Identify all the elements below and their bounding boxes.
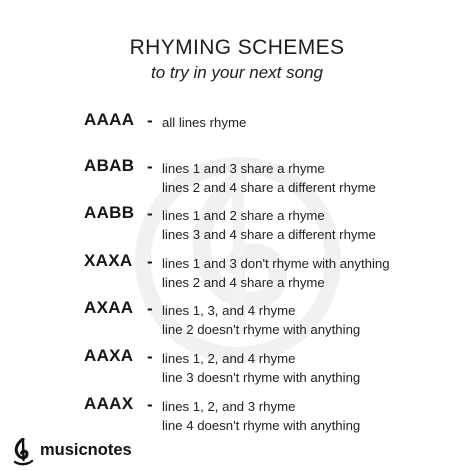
- scheme-code: AAXA: [84, 346, 134, 365]
- scheme-description-line: lines 3 and 4 share a different rhyme: [162, 227, 376, 242]
- scheme-item: [84, 203, 454, 243]
- scheme-description: [162, 301, 360, 339]
- scheme-description: [162, 206, 376, 244]
- scheme-item: [84, 110, 454, 150]
- scheme-code: AABB: [84, 203, 135, 222]
- scheme-dash: -: [147, 204, 153, 223]
- scheme-code: XAXA: [84, 251, 133, 270]
- scheme-item: [84, 298, 454, 338]
- scheme-dash: -: [147, 395, 153, 414]
- scheme-dash: -: [147, 299, 153, 318]
- scheme-description-line: lines 1, 2, and 4 rhyme: [162, 351, 296, 366]
- scheme-dash: -: [147, 111, 153, 130]
- scheme-code: ABAB: [84, 156, 135, 175]
- scheme-description-line: lines 1, 3, and 4 rhyme: [162, 303, 296, 318]
- scheme-description-line: lines 1 and 3 don't rhyme with anything: [162, 256, 390, 271]
- scheme-dash: -: [147, 347, 153, 366]
- scheme-code: AAAA: [84, 110, 135, 129]
- scheme-description: [162, 349, 360, 387]
- scheme-description-line: lines 2 and 4 share a rhyme: [162, 275, 325, 290]
- scheme-description: [162, 397, 360, 435]
- scheme-description: [162, 254, 390, 292]
- scheme-item: [84, 346, 454, 386]
- scheme-description-line: lines 1 and 3 share a rhyme: [162, 161, 325, 176]
- scheme-dash: -: [147, 157, 153, 176]
- scheme-description-line: line 4 doesn't rhyme with anything: [162, 418, 361, 433]
- page-title: RHYMING SCHEMES: [129, 36, 345, 59]
- scheme-item: [84, 156, 454, 196]
- scheme-item: [84, 251, 454, 291]
- scheme-dash: -: [147, 252, 153, 271]
- scheme-item: [84, 394, 454, 434]
- scheme-code: AXAA: [84, 298, 134, 317]
- scheme-code: AAAX: [84, 394, 134, 413]
- scheme-description: [162, 159, 376, 197]
- scheme-description-line: lines 2 and 4 share a different rhyme: [162, 180, 376, 195]
- scheme-description-line: line 2 doesn't rhyme with anything: [162, 322, 361, 337]
- brand-name: musicnotes: [40, 441, 132, 459]
- scheme-description-line: lines 1, 2, and 3 rhyme: [162, 399, 296, 414]
- scheme-description: [162, 113, 246, 132]
- scheme-description-line: line 3 doesn't rhyme with anything: [162, 370, 361, 385]
- scheme-description-line: all lines rhyme: [162, 115, 247, 130]
- page-subtitle: to try in your next song: [151, 63, 323, 82]
- musicnotes-logo-icon: [12, 438, 34, 466]
- scheme-description-line: lines 1 and 2 share a rhyme: [162, 208, 325, 223]
